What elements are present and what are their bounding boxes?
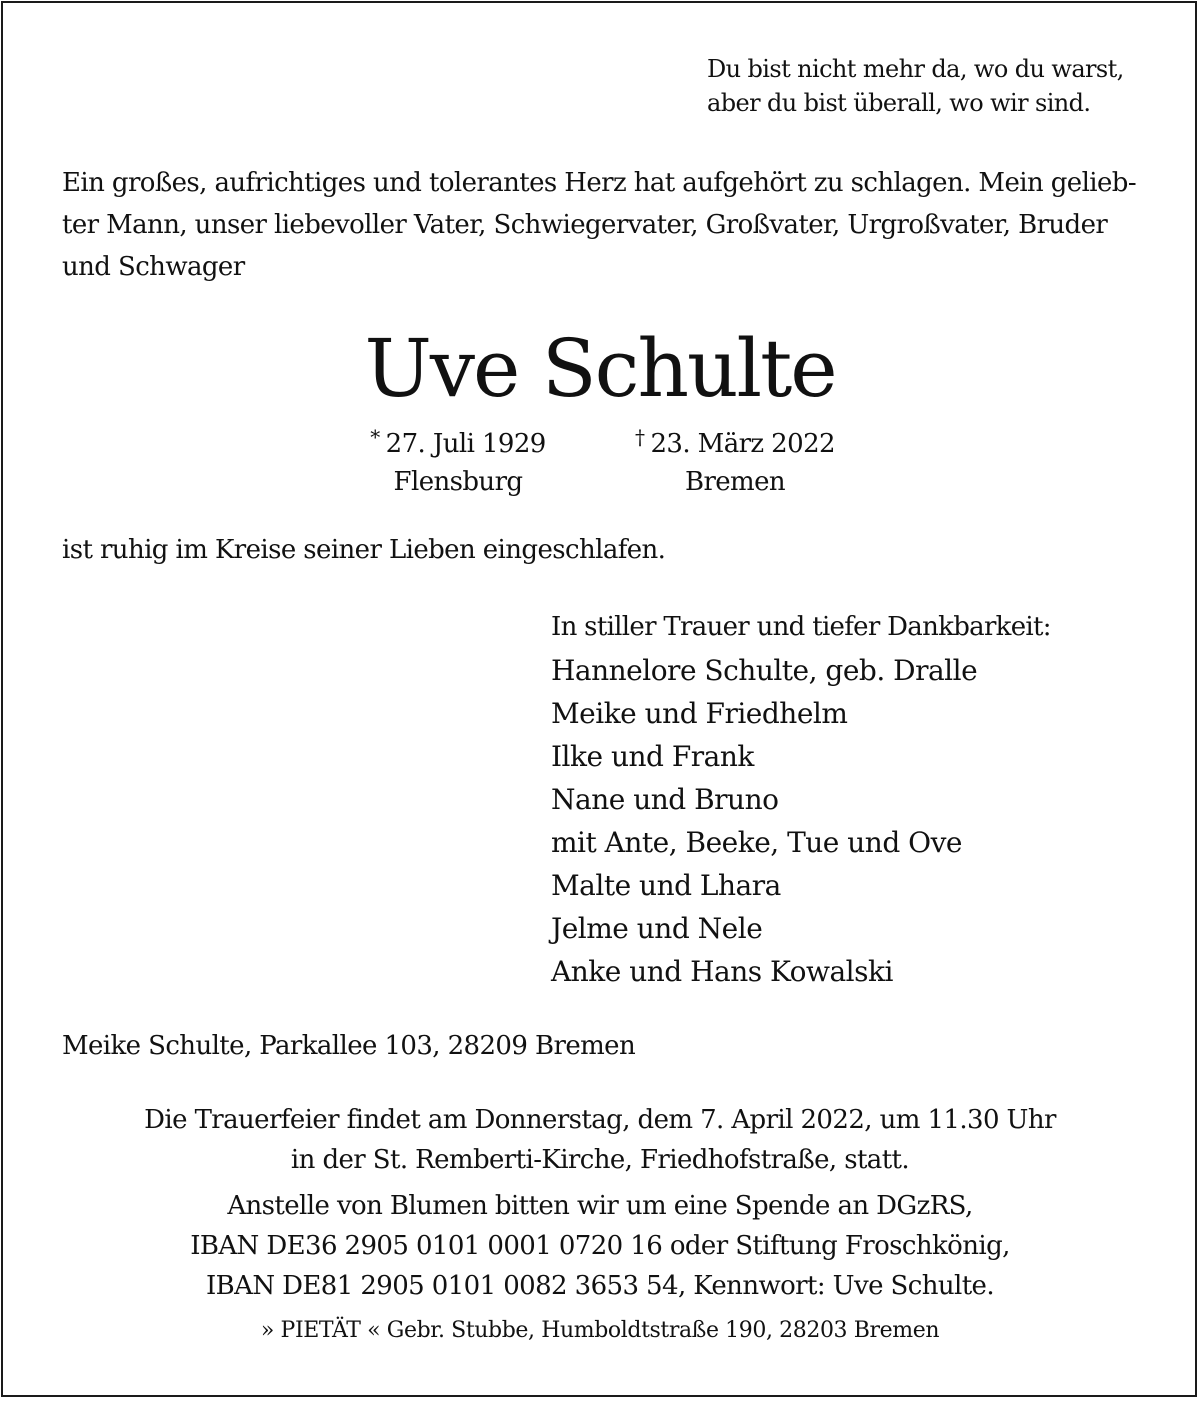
motto-quote — [707, 52, 1124, 120]
donation-line: IBAN DE81 2905 0101 0082 3653 54, Kennwort: Uve Schulte. — [205, 1271, 995, 1301]
birth-star-icon: * — [370, 425, 380, 449]
birth-date: 27. Juli 1929 — [385, 429, 546, 459]
mourners-heading: In stiller Trauer und tiefer Dankbarkeit: — [551, 612, 1051, 642]
mourners-list — [551, 606, 1051, 993]
funeral-details — [0, 1100, 1200, 1180]
intro-line: und Schwager — [62, 252, 245, 282]
contact-address: Meike Schulte, Parkallee 103, 28209 Bremen — [62, 1031, 636, 1061]
death-date: 23. März 2022 — [650, 429, 835, 459]
death-info — [634, 418, 836, 501]
funeral-line: in der St. Remberti-Kirche, Friedhofstraße, statt. — [290, 1145, 910, 1175]
mourner-name: Meike und Friedhelm — [551, 697, 848, 730]
mourner-name: Anke und Hans Kowalski — [551, 955, 893, 988]
mourner-name: Jelme und Nele — [551, 912, 763, 945]
donation-request — [0, 1186, 1200, 1306]
funeral-line: Die Trauerfeier findet am Donnerstag, dem 7. April 2022, um 11.30 Uhr — [144, 1105, 1056, 1135]
mourner-name: Hannelore Schulte, geb. Dralle — [551, 654, 978, 687]
donation-line: IBAN DE36 2905 0101 0001 0720 16 oder Stiftung Froschkönig, — [190, 1231, 1010, 1261]
mourner-name: Malte und Lhara — [551, 869, 781, 902]
sleep-text: ist ruhig im Kreise seiner Lieben eingeschlafen. — [62, 535, 666, 565]
intro-line: Ein großes, aufrichtiges und tolerantes Herz hat aufgehört zu schlagen. Mein gelieb- — [62, 168, 1137, 198]
intro-paragraph — [62, 162, 1136, 288]
death-cross-icon: † — [635, 425, 645, 449]
death-place: Bremen — [684, 467, 786, 497]
mourner-name: mit Ante, Beeke, Tue und Ove — [551, 826, 963, 859]
deceased-name: Uve Schulte — [364, 322, 836, 415]
mourner-name: Nane und Bruno — [551, 783, 779, 816]
intro-line: ter Mann, unser liebevoller Vater, Schwiegervater, Großvater, Urgroßvater, Bruder — [62, 210, 1108, 240]
mourner-name: Ilke und Frank — [551, 740, 754, 773]
donation-line: Anstelle von Blumen bitten wir um eine Spende an DGzRS, — [227, 1191, 973, 1221]
motto-line: Du bist nicht mehr da, wo du warst, — [707, 55, 1124, 83]
undertaker-info: » PIETÄT « Gebr. Stubbe, Humboldtstraße 190, 28203 Bremen — [260, 1318, 940, 1343]
birth-info — [366, 418, 550, 501]
motto-line: aber du bist überall, wo wir sind. — [707, 89, 1091, 117]
birth-place: Flensburg — [393, 467, 523, 497]
